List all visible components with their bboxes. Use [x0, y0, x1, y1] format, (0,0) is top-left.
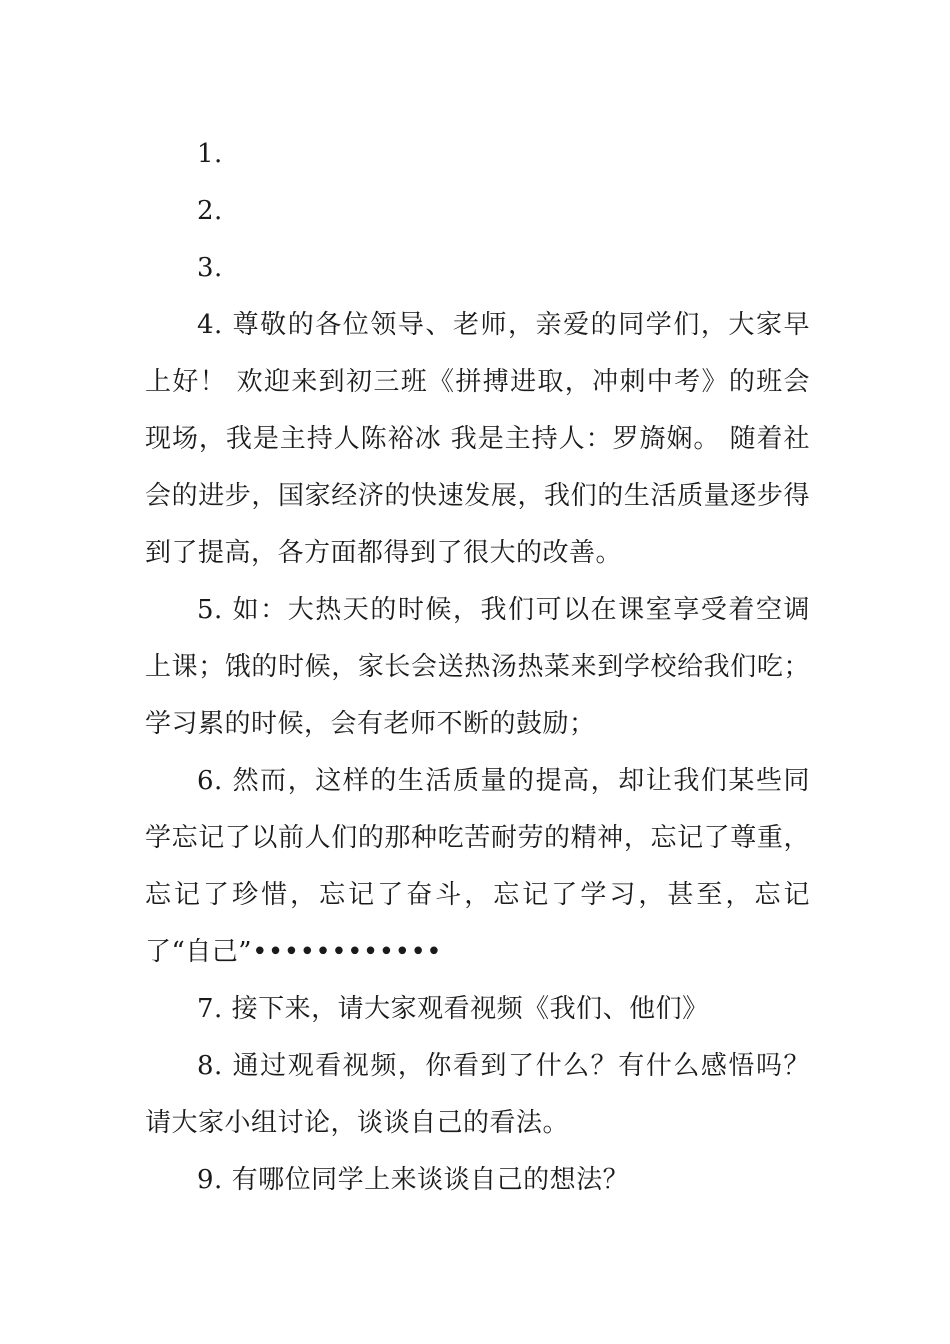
paragraph-4: 4. 尊敬的各位领导、老师，亲爱的同学们，大家早上好！ 欢迎来到初三班《拼搏进取，冲刺中考》的班会现场，我是主持人陈裕冰 我是主持人：罗旖娴。 随着社会的进步，国家经济的快速发展，我们的生活质量逐步得到了提高，各方面都得到了很大的改善。 [145, 310, 810, 568]
paragraph-2: 2. [197, 196, 223, 226]
document-body [145, 126, 810, 1209]
paragraph-3: 3. [197, 253, 223, 283]
paragraph-5: 5. 如：大热天的时候，我们可以在课室享受着空调上课；饿的时候，家长会送热汤热菜来到学校给我们吃；学习累的时候，会有老师不断的鼓励； [145, 595, 810, 739]
paragraph-9: 9. 有哪位同学上来谈谈自己的想法？ [197, 1165, 630, 1195]
paragraph-7: 7. 接下来，请大家观看视频《我们、他们》 [197, 994, 709, 1024]
paragraph-8: 8. 通过观看视频，你看到了什么？有什么感悟吗？请大家小组讨论，谈谈自己的看法。 [145, 1051, 810, 1138]
paragraph-6: 6. 然而，这样的生活质量的提高，却让我们某些同学忘记了以前人们的那种吃苦耐劳的精神，忘记了尊重，忘记了珍惜，忘记了奋斗，忘记了学习，甚至，忘记了“自己”•••••••••••• [145, 766, 810, 967]
paragraph-1: 1. [197, 139, 223, 169]
